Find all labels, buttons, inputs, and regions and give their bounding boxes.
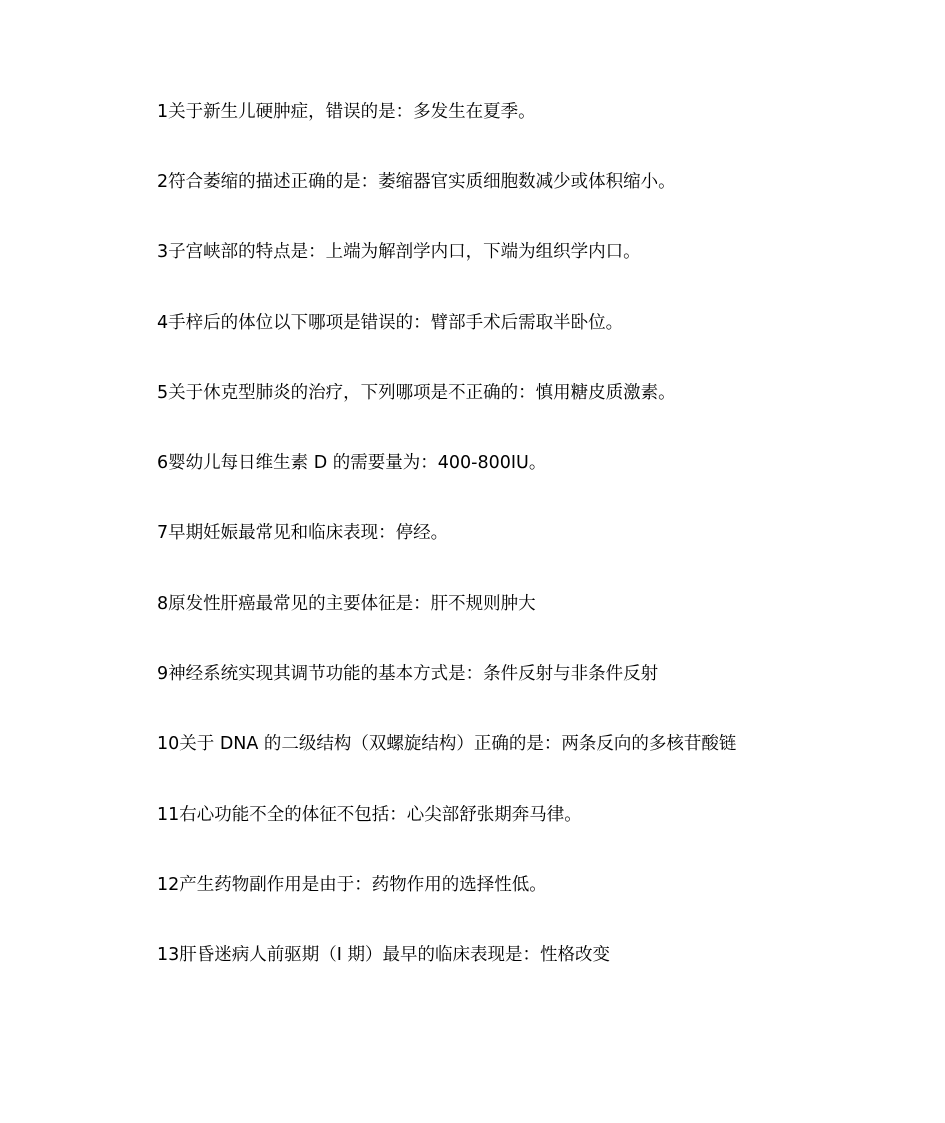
question-line-11: 11右心功能不全的体征不包括：心尖部舒张期奔马律。 [157,805,582,825]
question-line-2: 2符合萎缩的描述正确的是：萎缩器官实质细胞数减少或体积缩小。 [157,172,676,192]
question-line-8: 8原发性肝癌最常见的主要体征是：肝不规则肿大 [157,594,536,614]
question-line-3: 3子宫峡部的特点是：上端为解剖学内口，下端为组织学内口。 [157,242,641,262]
question-line-1: 1关于新生儿硬肿症，错误的是：多发生在夏季。 [157,102,536,122]
question-line-5: 5关于休克型肺炎的治疗，下列哪项是不正确的：慎用糖皮质激素。 [157,383,676,403]
question-line-12: 12产生药物副作用是由于：药物作用的选择性低。 [157,875,547,895]
question-line-9: 9神经系统实现其调节功能的基本方式是：条件反射与非条件反射 [157,664,659,684]
question-line-10: 10关于 DNA 的二级结构（双螺旋结构）正确的是：两条反向的多核苷酸链 [157,734,737,754]
question-line-6: 6婴幼儿每日维生素 D 的需要量为：400-800IU。 [157,453,547,473]
question-line-13: 13肝昏迷病人前驱期（I 期）最早的临床表现是：性格改变 [157,945,610,965]
question-line-7: 7早期妊娠最常见和临床表现：停经。 [157,523,449,543]
question-line-4: 4手梓后的体位以下哪项是错误的：臂部手术后需取半卧位。 [157,313,624,333]
